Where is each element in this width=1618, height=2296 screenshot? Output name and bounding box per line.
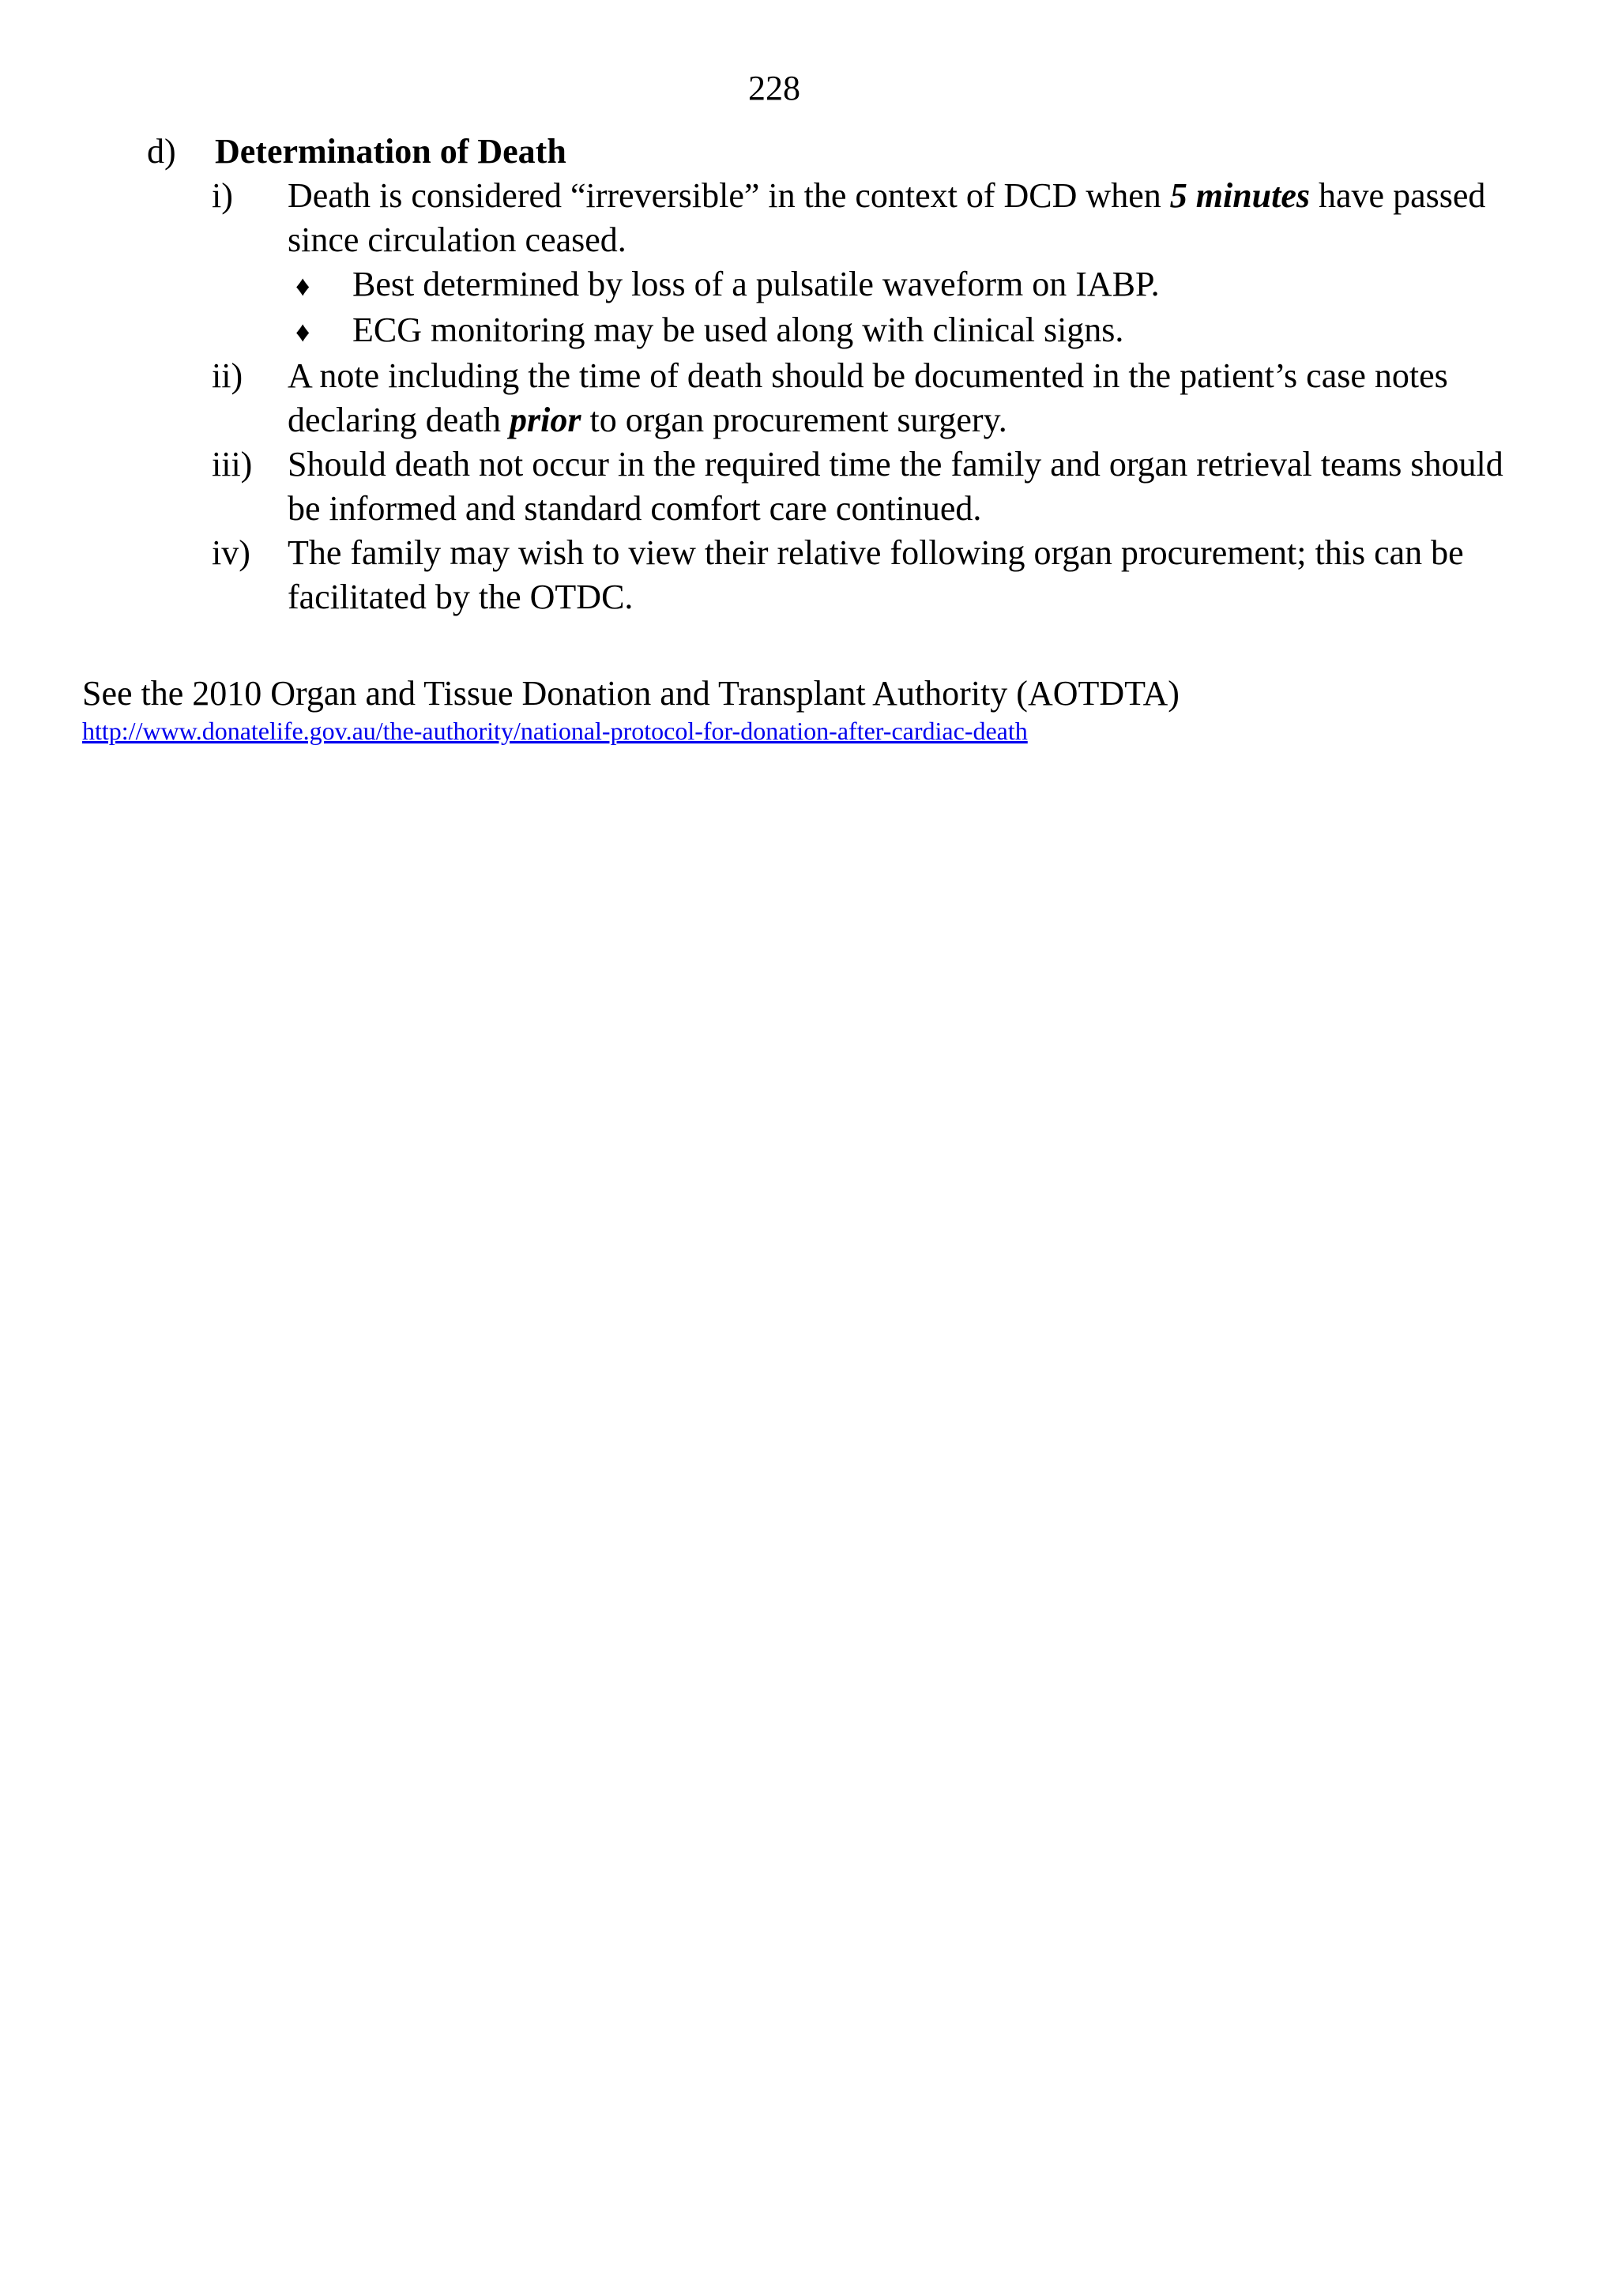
section-title: Determination of Death (215, 132, 566, 171)
list-item (212, 174, 1522, 354)
item-text-after: have passed since circulation ceased. (288, 176, 1486, 259)
item-list (212, 174, 1522, 619)
item-emphasis: 5 minutes (1169, 176, 1311, 215)
item-marker: ii) (212, 356, 243, 395)
bullet-text: Best determined by loss of a pulsatile waveform on IABP. (352, 265, 1160, 303)
page-number: 228 (748, 69, 800, 107)
item-marker: iii) (212, 445, 253, 484)
diamond-bullet-icon: ♦ (295, 270, 310, 302)
item-text: Should death not occur in the required time the family and organ retrieval teams should be informed and standard comfort care continued. (288, 445, 1503, 528)
item-text-before: A note including the time of death should be documented in the patient’s case notes declaring death (288, 356, 1448, 439)
list-item (212, 442, 1522, 531)
item-marker: i) (212, 176, 233, 215)
reference-footer (82, 672, 1536, 746)
item-text: The family may wish to view their relative following organ procurement; this can be facilitated by the OTDC. (288, 533, 1464, 616)
list-item (212, 354, 1522, 442)
bullet-item (288, 262, 1522, 308)
diamond-bullet-icon: ♦ (295, 316, 310, 348)
bullet-item (288, 308, 1522, 354)
reference-link[interactable]: http://www.donatelife.gov.au/the-authority/national-protocol-for-donation-after-cardiac-death (82, 717, 1028, 745)
determination-of-death-section (147, 130, 1522, 619)
item-text-before: Death is considered “irreversible” in the context of DCD when (288, 176, 1170, 215)
item-marker: iv) (212, 533, 250, 572)
item-emphasis: prior (509, 401, 581, 439)
item-body (288, 174, 1522, 354)
bullet-text: ECG monitoring may be used along with clinical signs. (352, 311, 1124, 349)
item-text (288, 354, 1522, 442)
bullet-list (288, 262, 1522, 354)
item-text-after: to organ procurement surgery. (581, 401, 1007, 439)
reference-text: See the 2010 Organ and Tissue Donation and Transplant Authority (AOTDTA) (82, 674, 1180, 713)
item-text (288, 174, 1522, 262)
section-heading (147, 130, 1522, 174)
list-item (212, 531, 1522, 619)
section-marker: d) (147, 132, 176, 171)
